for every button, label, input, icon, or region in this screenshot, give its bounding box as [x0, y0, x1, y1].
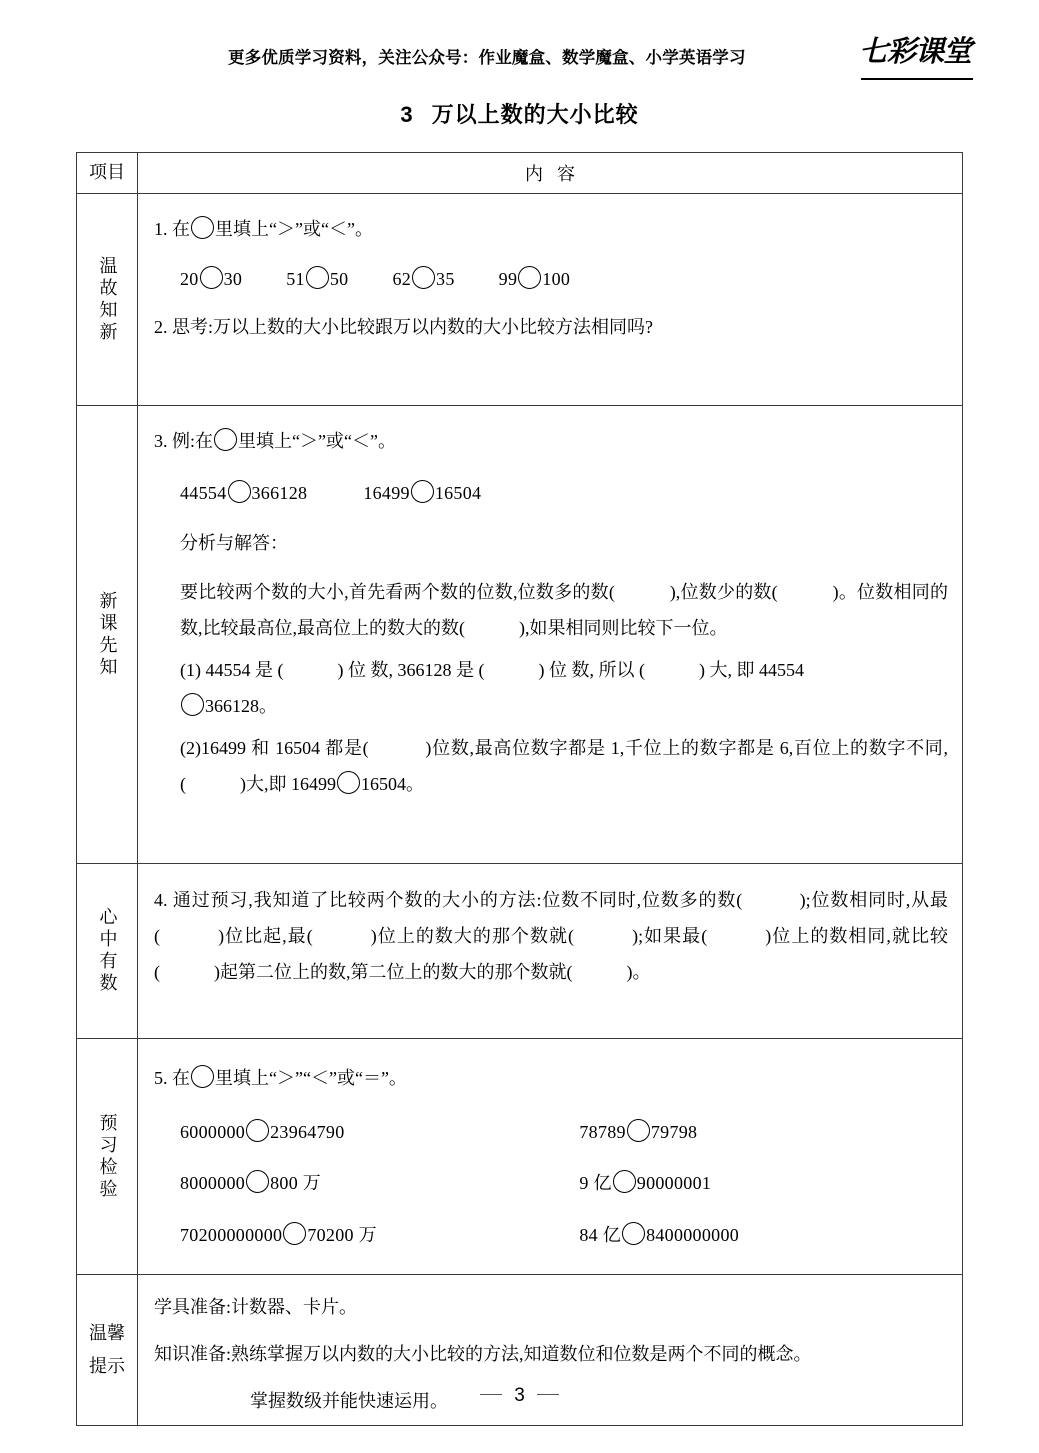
exercise-grid [154, 1119, 948, 1247]
blank-circle-icon[interactable] [181, 693, 204, 716]
table-row [77, 406, 962, 864]
brand-logo-underline [861, 78, 973, 80]
compare-pair: 20 30 [180, 266, 242, 290]
table-row [77, 1039, 962, 1275]
blank-circle-icon[interactable] [412, 266, 435, 289]
exercise-row-3 [154, 480, 948, 504]
compare-pair: 6000000 23964790 [180, 1119, 579, 1143]
table-header-row [77, 153, 962, 194]
blank-circle-icon[interactable] [191, 216, 214, 239]
row-label-newlesson: 新课先知 [77, 406, 138, 863]
tip-knowledge-continued: 掌握数级并能快速运用。 [250, 1390, 448, 1411]
blank-circle-icon[interactable] [337, 771, 360, 794]
compare-pair: 62 35 [392, 266, 454, 290]
analysis-sub-1: (1) 44554 是 ( ) 位 数, 366128 是 ( ) 位 数, 所以 ( ) 大, 即 44554 366128。 [180, 659, 804, 716]
blank-circle-icon[interactable] [214, 428, 237, 451]
compare-pair: 16499 16504 [363, 480, 481, 504]
compare-pair: 8000000 800 万 [180, 1169, 579, 1195]
promo-text: 更多优质学习资料，关注公众号：作业魔盒、数学魔盒、小学英语学习 [228, 49, 746, 67]
blank-circle-icon[interactable] [246, 1119, 269, 1142]
row-content-preview-check [138, 1039, 962, 1274]
brand-logo [859, 32, 977, 80]
table-row [77, 864, 962, 1039]
tip-knowledge: 知识准备:熟练掌握万以内数的大小比较的方法,知道数位和位数是两个不同的概念。 [154, 1343, 812, 1364]
blank-circle-icon[interactable] [411, 480, 434, 503]
row-content-review [138, 194, 962, 405]
blank-circle-icon[interactable] [191, 1065, 214, 1088]
row-content-newlesson [138, 406, 962, 863]
page-footer [0, 1385, 1039, 1407]
page-header [0, 36, 1039, 84]
row-label-tips-line2: 提示 [89, 1356, 125, 1377]
page-title [0, 98, 1039, 129]
blank-circle-icon[interactable] [518, 266, 541, 289]
compare-pair: 84 亿 8400000000 [579, 1221, 948, 1247]
compare-pair: 99 100 [499, 266, 571, 290]
lesson-number: 3 [400, 102, 414, 127]
question-4: 4. 通过预习,我知道了比较两个数的大小的方法:位数不同时,位数多的数( );位数相同时,从最( )位比起,最( )位上的数大的那个数就( );如果最( )位上的数相同,就比较( )起第二位上的数,第二位上的数大的那个数就( )。 [154, 890, 948, 982]
analysis-body: 要比较两个数的大小,首先看两个数的位数,位数多的数( ),位数少的数( )。位数相同的数,比较最高位,最高位上的数大的数( ),如果相同则比较下一位。 [180, 581, 948, 638]
question-5: 5. 在 里填上“＞”“＜”或“＝”。 [154, 1065, 948, 1093]
compare-pair: 9 亿 90000001 [579, 1169, 948, 1195]
analysis-sub-2: (2)16499 和 16504 都是( )位数,最高位数字都是 1,千位上的数字都是 6,百位上的数字不同,( )大,即 16499 16504。 [180, 737, 948, 794]
worksheet-table [76, 152, 963, 1426]
question-1: 1. 在 里填上“＞”或“＜”。 [154, 216, 948, 244]
footer-dash-left [480, 1394, 502, 1396]
compare-pair: 51 50 [286, 266, 348, 290]
question-3: 3. 例:在 里填上“＞”或“＜”。 [154, 428, 948, 456]
row-label-preview-check: 预习检验 [77, 1039, 138, 1274]
column-header-content: 内容 [525, 164, 589, 184]
blank-circle-icon[interactable] [613, 1170, 636, 1193]
question-2: 2. 思考:万以上数的大小比较跟万以内数的大小比较方法相同吗? [154, 316, 653, 337]
row-label-understanding: 心中有数 [77, 864, 138, 1038]
exercise-row-1 [154, 266, 948, 290]
blank-circle-icon[interactable] [228, 480, 251, 503]
blank-circle-icon[interactable] [200, 266, 223, 289]
blank-circle-icon[interactable] [627, 1119, 650, 1142]
analysis-heading: 分析与解答： [180, 532, 288, 553]
brand-logo-text: 七彩课堂 [859, 36, 972, 68]
page-number: 3 [514, 1385, 525, 1406]
row-label-tips-line1: 温馨 [89, 1322, 125, 1343]
blank-circle-icon[interactable] [283, 1222, 306, 1245]
compare-pair: 44554 366128 [180, 480, 307, 504]
blank-circle-icon[interactable] [246, 1170, 269, 1193]
footer-dash-right [537, 1394, 559, 1396]
blank-circle-icon[interactable] [622, 1222, 645, 1245]
column-header-item: 项目 [77, 153, 138, 193]
blank-circle-icon[interactable] [306, 266, 329, 289]
compare-pair: 78789 79798 [579, 1119, 948, 1143]
lesson-title: 万以上数的大小比较 [431, 102, 639, 127]
table-row [77, 194, 962, 406]
row-content-understanding [138, 864, 962, 1038]
compare-pair: 70200000000 70200 万 [180, 1221, 579, 1247]
row-label-review: 温故知新 [77, 194, 138, 405]
tip-materials: 学具准备:计数器、卡片。 [154, 1297, 357, 1317]
